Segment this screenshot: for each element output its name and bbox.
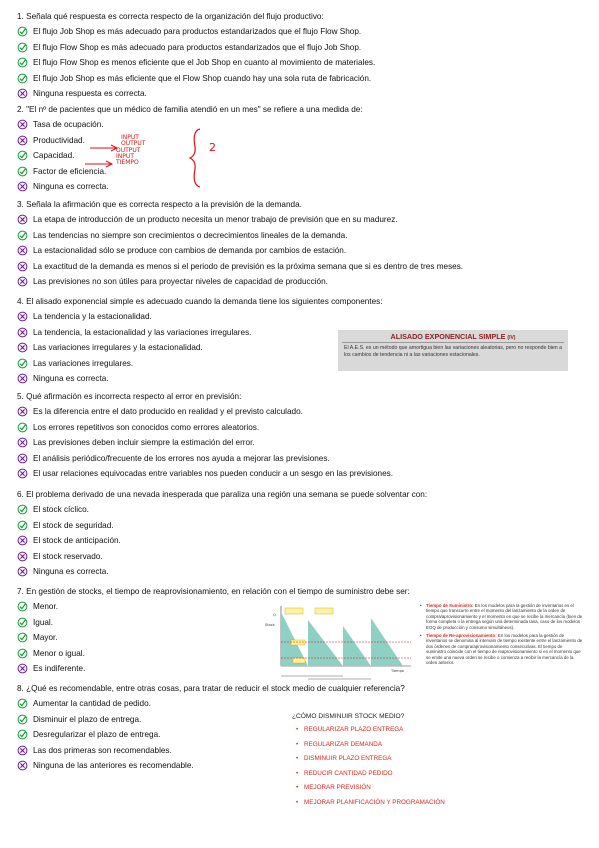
option-text: La exactitud de la demanda es menos si el periodo de previsión es la próxima semana que si es dentro de tres meses. bbox=[33, 261, 464, 271]
check-circle-icon bbox=[17, 648, 28, 659]
check-circle-icon bbox=[17, 729, 28, 740]
question-6-prompt: 6. El problema derivado de una nevada inesperada que paraliza una región una semana se puede solventar con: bbox=[17, 490, 428, 499]
question-3-prompt: 3. Señala la afirmación que es correcta respecto a la previsión de la demanda. bbox=[17, 200, 302, 209]
question-4-prompt: 4. El alisado exponencial simple es adecuado cuando la demanda tiene los siguientes componentes: bbox=[17, 297, 383, 306]
definition-reaprovisionamiento: • Tiempo de Re-aprovisionamiento: En los modelos para la gestión de inventarios se denomina al intervalo de tiempo existente entre el lanzamiento de dos órdenes de compra/aprovisionamiento consecutivas. El tiempo de suministro coincide con el tiempo de reaprovisionamiento si en el momento que se emite una nueva orden se recibe o comienza a recibir la mercancía de la orden anterior. bbox=[420, 633, 583, 666]
option-text: Igual. bbox=[33, 617, 54, 627]
handwritten-number: 2 bbox=[209, 141, 216, 154]
option-text: Ninguna es correcta. bbox=[33, 182, 109, 192]
check-circle-icon bbox=[17, 73, 28, 84]
chart-q-label: Q bbox=[273, 613, 276, 617]
bullet-icon: • bbox=[296, 769, 299, 777]
reduce-stock-item: • MEJORAR PLANIFICACIÓN Y PROGRAMACIÓN bbox=[296, 798, 445, 806]
option-text: El stock cíclico. bbox=[33, 505, 89, 514]
bullet-icon: • bbox=[296, 798, 299, 806]
question-6-option-3[interactable] bbox=[17, 535, 121, 546]
option-text: Las tendencias no siempre son crecimientos o decrecimientos lineales de la demanda. bbox=[33, 230, 348, 240]
question-7-prompt: 7. En gestión de stocks, el tiempo de reaprovisionamiento, en relación con el tiempo de suministro debe ser: bbox=[17, 587, 410, 596]
option-text: El flujo Job Shop es más eficiente que el Flow Shop cuando hay una sola ruta de fabricación. bbox=[33, 73, 372, 83]
cross-circle-icon bbox=[17, 566, 28, 577]
check-circle-icon bbox=[17, 617, 28, 628]
cross-circle-icon bbox=[17, 214, 28, 225]
check-circle-icon bbox=[17, 714, 28, 725]
check-circle-icon bbox=[17, 150, 28, 161]
question-6-option-1[interactable] bbox=[17, 504, 89, 515]
question-3-option-2[interactable] bbox=[17, 230, 347, 241]
question-2-option-5[interactable] bbox=[17, 181, 109, 192]
check-circle-icon bbox=[17, 520, 28, 531]
option-text: Ninguna de las anteriores es recomendable. bbox=[33, 761, 194, 771]
reduce-stock-title: ¿CÓMO DISMINUIR STOCK MEDIO? bbox=[292, 713, 405, 720]
question-4-option-4[interactable] bbox=[17, 358, 133, 369]
reduce-stock-item: • DISMINUIR PLAZO ENTREGA bbox=[296, 755, 392, 762]
cross-circle-icon bbox=[17, 760, 28, 771]
cross-circle-icon bbox=[17, 327, 28, 338]
question-7-option-3[interactable] bbox=[17, 632, 58, 643]
option-text: Desregularizar el plazo de entrega. bbox=[33, 730, 161, 740]
stock-chart bbox=[263, 602, 415, 682]
bullet-icon: • bbox=[296, 755, 299, 762]
option-text: Mayor. bbox=[33, 633, 58, 643]
option-text: Menor. bbox=[33, 602, 59, 611]
cross-circle-icon bbox=[17, 535, 28, 546]
cross-circle-icon bbox=[17, 745, 28, 756]
question-4-option-5[interactable] bbox=[17, 373, 109, 384]
question-3-option-5[interactable] bbox=[17, 276, 328, 287]
option-text: El análisis periódico/frecuente de los errores nos ayuda a mejorar las previsiones. bbox=[33, 453, 330, 463]
reduce-stock-item: • REGULARIZAR PLAZO ENTREGA bbox=[296, 726, 404, 733]
option-text: La tendencia y la estacionalidad. bbox=[33, 312, 152, 321]
question-5-option-1[interactable] bbox=[17, 406, 303, 417]
question-4-option-2[interactable] bbox=[17, 327, 251, 338]
stock-definitions bbox=[420, 603, 583, 665]
bullet-icon: • bbox=[296, 726, 299, 733]
option-text: Las previsiones no son útiles para proyectar niveles de capacidad de producción. bbox=[33, 277, 328, 287]
cross-circle-icon bbox=[17, 311, 28, 322]
option-text: Factor de eficiencia. bbox=[33, 166, 107, 176]
question-7-option-4[interactable] bbox=[17, 648, 85, 659]
option-text: El flujo Flow Shop es menos eficiente que el Job Shop en cuanto al movimiento de materiales. bbox=[33, 58, 376, 68]
alisado-box bbox=[338, 330, 568, 371]
option-text: Productividad. bbox=[33, 135, 85, 145]
question-2-prompt: 2. "El nº de pacientes que un médico de familia atendió en un mes" se refiere a una medida de: bbox=[17, 105, 363, 114]
alisado-rule bbox=[342, 342, 564, 343]
option-text: La tendencia, la estacionalidad y las variaciones irregulares. bbox=[33, 327, 252, 337]
question-8-option-4[interactable] bbox=[17, 745, 172, 756]
option-text: El flujo Job Shop es más adecuado para productos estandarizados que el flujo Flow Shop. bbox=[33, 27, 362, 36]
question-8-option-1[interactable] bbox=[17, 698, 151, 709]
option-text: Ninguna respuesta es correcta. bbox=[33, 89, 147, 99]
question-5-option-5[interactable] bbox=[17, 468, 393, 479]
bullet-icon: • bbox=[296, 740, 299, 748]
option-text: Menor o igual. bbox=[33, 648, 85, 658]
question-5-option-4[interactable] bbox=[17, 453, 330, 464]
option-text: Capacidad. bbox=[33, 151, 75, 161]
cross-circle-icon bbox=[17, 453, 28, 464]
option-text: Las variaciones irregulares y la estacionalidad. bbox=[33, 343, 203, 353]
question-1-option-4[interactable] bbox=[17, 73, 371, 84]
option-text: El stock de seguridad. bbox=[33, 520, 114, 530]
reduce-stock-box bbox=[292, 713, 482, 813]
question-7-option-5[interactable] bbox=[17, 663, 85, 674]
cross-circle-icon bbox=[17, 663, 28, 674]
cross-circle-icon bbox=[17, 406, 28, 417]
cross-circle-icon bbox=[17, 245, 28, 256]
option-text: Tasa de ocupación. bbox=[33, 120, 104, 129]
cross-circle-icon bbox=[17, 261, 28, 272]
reduce-stock-list bbox=[292, 726, 482, 806]
check-circle-icon bbox=[17, 230, 28, 241]
question-3-option-1[interactable] bbox=[17, 214, 398, 225]
question-4-option-3[interactable] bbox=[17, 342, 203, 353]
question-1-option-5[interactable] bbox=[17, 88, 147, 99]
cross-circle-icon bbox=[17, 119, 28, 130]
option-text: El flujo Flow Shop es más adecuado para productos estandarizados que el flujo Job Shop. bbox=[33, 42, 362, 52]
option-text: Aumentar la cantidad de pedido. bbox=[33, 699, 151, 708]
question-8-option-2[interactable] bbox=[17, 714, 141, 725]
option-text: Es la diferencia entre el dato producido en realidad y el previsto calculado. bbox=[33, 407, 303, 416]
option-text: La estacionalidad sólo se produce con cambios de demanda por cambios de estación. bbox=[33, 246, 347, 256]
question-2-option-3[interactable] bbox=[17, 150, 74, 161]
option-text: Disminuir el plazo de entrega. bbox=[33, 714, 142, 724]
question-6-option-2[interactable] bbox=[17, 520, 114, 531]
question-1-option-2[interactable] bbox=[17, 42, 361, 53]
question-1-prompt: 1. Señala qué respuesta es correcta respecto de la organización del flujo productivo: bbox=[17, 12, 324, 21]
option-text: El stock de anticipación. bbox=[33, 536, 121, 546]
check-circle-icon bbox=[17, 358, 28, 369]
cross-circle-icon bbox=[17, 373, 28, 384]
question-3-option-4[interactable] bbox=[17, 261, 463, 272]
chart-y-label: Stock bbox=[265, 623, 275, 627]
option-text: Las variaciones irregulares. bbox=[33, 358, 134, 368]
question-2-option-2[interactable] bbox=[17, 135, 85, 146]
question-4-option-1[interactable] bbox=[17, 311, 152, 322]
option-text: Las previsiones deben incluir siempre la estimación del error. bbox=[33, 438, 255, 448]
cross-circle-icon bbox=[17, 181, 28, 192]
cross-circle-icon bbox=[17, 468, 28, 479]
question-8-option-5[interactable] bbox=[17, 760, 194, 771]
option-text: Es indiferente. bbox=[33, 664, 86, 674]
check-circle-icon bbox=[17, 166, 28, 177]
handwritten-brace bbox=[188, 127, 208, 189]
check-circle-icon bbox=[17, 26, 28, 37]
option-text: El usar relaciones equivocadas entre variables nos pueden conducir a un sesgo en las previsiones. bbox=[33, 469, 394, 479]
option-text: Ninguna es correcta. bbox=[33, 567, 109, 577]
alisado-body: El A.E.S. es un método que amortigua bien las variaciones aleatorias, pero no responde bien a los cambios de tendencia ni a las variaciones estacionales. bbox=[344, 345, 563, 358]
question-2-option-1[interactable] bbox=[17, 119, 104, 130]
option-text: Ninguna es correcta. bbox=[33, 374, 109, 384]
question-7-option-1[interactable] bbox=[17, 601, 58, 612]
cross-circle-icon bbox=[17, 276, 28, 287]
cross-circle-icon bbox=[17, 342, 28, 353]
cross-circle-icon bbox=[17, 88, 28, 99]
handwritten-output-input: OUTPUT INPUT TIEMPO bbox=[116, 147, 141, 166]
check-circle-icon bbox=[17, 601, 28, 612]
bullet-icon: • bbox=[296, 784, 299, 791]
cross-circle-icon bbox=[17, 135, 28, 146]
handwritten-arrow-1 bbox=[90, 139, 120, 147]
option-text: Los errores repetitivos son conocidos como errores aleatorios. bbox=[33, 422, 260, 432]
question-1-option-3[interactable] bbox=[17, 57, 375, 68]
check-circle-icon bbox=[17, 422, 28, 433]
check-circle-icon bbox=[17, 632, 28, 643]
chart-x-label: Tiempo bbox=[391, 669, 404, 673]
question-5-option-3[interactable] bbox=[17, 437, 255, 448]
reduce-stock-item: • REDUCIR CANTIDAD PEDIDO bbox=[296, 769, 393, 777]
question-7-option-2[interactable] bbox=[17, 617, 53, 628]
check-circle-icon bbox=[17, 42, 28, 53]
definition-suministro: • Tiempo de Suministro: En los modelos para la gestión de inventarios es el tiempo que transcurre entre el momento del lanzamiento de la orden de compra/aprovisionamiento y el momento en que se recibe la mercancía (bien de forma completa o la entrega según una determinada tasa, caso de los modelos EOQ de producción y consumo simultáneos). bbox=[420, 603, 583, 630]
check-circle-icon bbox=[17, 504, 28, 515]
cross-circle-icon bbox=[17, 437, 28, 448]
question-5-prompt: 5. Qué afirmación es incorrecta respecto al error en previsión: bbox=[17, 392, 242, 401]
option-text: La etapa de introducción de un producto necesita un menor trabajo de previsión que en su madurez. bbox=[33, 215, 398, 224]
check-circle-icon bbox=[17, 57, 28, 68]
reduce-stock-item: • REGULARIZAR DEMANDA bbox=[296, 740, 383, 748]
question-8-option-3[interactable] bbox=[17, 729, 160, 740]
handwritten-input-output: INPUT OUTPUT bbox=[121, 134, 146, 147]
question-8-prompt: 8. ¿Qué es recomendable, entre otras cosas, para tratar de reducir el stock medio de cualquier referencia? bbox=[17, 684, 405, 693]
cross-circle-icon bbox=[17, 551, 28, 562]
option-text: Las dos primeras son recomendables. bbox=[33, 745, 172, 755]
question-3-option-3[interactable] bbox=[17, 245, 346, 256]
handwritten-arrow-2 bbox=[85, 155, 115, 163]
check-circle-icon bbox=[17, 698, 28, 709]
alisado-title: ALISADO EXPONENCIAL SIMPLE (IV) bbox=[390, 332, 516, 341]
question-1-option-1[interactable] bbox=[17, 26, 361, 37]
reduce-stock-item: • MEJORAR PREVISIÓN bbox=[296, 784, 371, 791]
question-5-option-2[interactable] bbox=[17, 422, 259, 433]
option-text: El stock reservado. bbox=[33, 551, 103, 561]
question-6-option-5[interactable] bbox=[17, 566, 109, 577]
question-6-option-4[interactable] bbox=[17, 551, 103, 562]
